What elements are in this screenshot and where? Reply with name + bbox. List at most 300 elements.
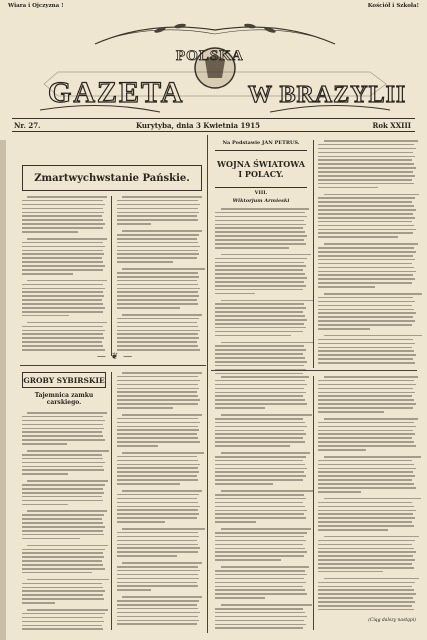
text-line (318, 232, 413, 234)
text-line (22, 504, 68, 506)
text-line (318, 187, 378, 189)
text-line (117, 540, 197, 542)
text-line (117, 620, 199, 622)
war-col-2 (318, 140, 416, 366)
text-line (117, 257, 197, 259)
text-line (318, 468, 416, 470)
text-line (22, 200, 103, 202)
text-line (117, 464, 200, 466)
text-line (318, 563, 412, 565)
text-line (318, 487, 416, 489)
text-line (215, 373, 303, 375)
text-line (22, 246, 105, 248)
text-line (215, 224, 306, 226)
text-line (215, 331, 303, 333)
text-line (22, 492, 104, 494)
text-line (318, 601, 415, 603)
text-line (215, 548, 305, 550)
text-line (215, 483, 273, 485)
text-line (117, 532, 198, 534)
text-line (117, 623, 197, 625)
text-line (215, 433, 306, 435)
text-line (22, 594, 103, 596)
text-line (117, 322, 197, 324)
text-line (22, 416, 103, 418)
text-line (22, 291, 103, 293)
text-line (318, 403, 416, 405)
text-line (117, 204, 200, 206)
text-line (215, 597, 265, 599)
text-line (117, 288, 200, 290)
text-line (318, 388, 413, 390)
text-line (318, 205, 414, 207)
text-line (318, 167, 416, 169)
text-line (318, 471, 413, 473)
text-line (22, 534, 104, 536)
text-line (117, 246, 200, 248)
text-line (117, 242, 198, 244)
text-line (22, 250, 103, 252)
text-line (324, 194, 419, 196)
text-line (117, 585, 198, 587)
text-line (22, 257, 102, 259)
text-line (215, 349, 306, 351)
text-line (215, 616, 307, 618)
text-line (215, 422, 305, 424)
text-line (117, 403, 198, 405)
text-line (215, 392, 306, 394)
text-line (324, 456, 421, 458)
text-line (221, 414, 312, 416)
text-line (221, 490, 313, 492)
text-line (318, 217, 415, 219)
text-line (318, 586, 412, 588)
text-line (117, 547, 200, 549)
text-line (117, 429, 199, 431)
continued-note: (Ciąg dalszy nastąpi) (368, 618, 416, 623)
text-line (215, 335, 291, 337)
text-line (22, 458, 103, 460)
text-line (117, 250, 198, 252)
text-line (215, 612, 305, 614)
text-line (215, 498, 306, 500)
text-line (318, 605, 412, 607)
text-line (122, 528, 205, 530)
text-line (22, 242, 103, 244)
war-chapter: VIII. (254, 190, 268, 196)
text-line (117, 223, 151, 225)
text-line (215, 220, 304, 222)
text-line (22, 231, 78, 233)
text-line (117, 578, 199, 580)
text-line (117, 395, 198, 397)
text-line (324, 140, 418, 142)
text-line (215, 437, 303, 439)
text-line (22, 625, 102, 627)
text-line (318, 358, 413, 360)
text-line (22, 315, 69, 317)
text-line (215, 510, 307, 512)
text-line (318, 475, 415, 477)
text-line (318, 354, 416, 356)
text-line (215, 608, 303, 610)
text-line (117, 407, 173, 409)
text-line (22, 341, 102, 343)
text-line (221, 528, 311, 530)
column-rule (313, 376, 314, 630)
text-line (215, 544, 303, 546)
text-line (27, 238, 107, 240)
text-line (318, 301, 415, 303)
text-line (215, 323, 304, 325)
text-line (318, 236, 398, 238)
rule-top (12, 118, 415, 119)
text-line (22, 454, 102, 456)
text-line (22, 552, 103, 554)
text-line (22, 518, 102, 520)
text-line (318, 449, 366, 451)
text-line (117, 555, 177, 557)
text-line (215, 357, 305, 359)
text-line (215, 540, 306, 542)
text-line (324, 418, 418, 420)
text-line (215, 502, 303, 504)
text-line (215, 239, 304, 241)
text-line (318, 159, 412, 161)
text-line (318, 324, 412, 326)
text-line (318, 571, 383, 573)
text-line (318, 551, 416, 553)
text-line (215, 303, 304, 305)
text-line (117, 426, 198, 428)
text-line (117, 295, 199, 297)
text-line (215, 311, 303, 313)
text-line (318, 152, 413, 154)
text-line (318, 491, 361, 493)
text-line (22, 628, 103, 630)
text-line (324, 243, 418, 245)
war-title-box (215, 150, 307, 188)
page-edge-left (0, 140, 6, 640)
text-line (215, 399, 305, 401)
war-title-2: I POLACY. (238, 169, 284, 179)
text-line (215, 365, 304, 367)
text-line (117, 509, 198, 511)
text-line (22, 345, 103, 347)
text-line (122, 314, 203, 316)
text-line (215, 559, 281, 561)
text-line (215, 227, 303, 229)
text-line (117, 212, 199, 214)
text-line (22, 443, 67, 445)
text-line (22, 556, 104, 558)
text-line (221, 566, 309, 568)
text-line (22, 621, 104, 623)
text-line (318, 175, 415, 177)
text-line (324, 376, 418, 378)
text-line (318, 255, 413, 257)
text-line (117, 208, 198, 210)
text-line (215, 517, 306, 519)
text-line (117, 303, 198, 305)
text-line (318, 433, 415, 435)
text-line (215, 593, 307, 595)
text-line (221, 452, 310, 454)
issue-number: Nr. 27. (14, 121, 41, 130)
column-rule (207, 135, 208, 633)
text-line (215, 445, 290, 447)
text-line (318, 350, 414, 352)
text-line (27, 196, 107, 198)
text-line (221, 604, 312, 606)
text-line (318, 540, 415, 542)
text-line (117, 284, 198, 286)
text-line (215, 464, 305, 466)
text-line (318, 392, 415, 394)
text-line (117, 475, 197, 477)
text-line (215, 269, 303, 271)
text-line (318, 609, 414, 611)
masthead (40, 16, 407, 118)
text-line (215, 247, 289, 249)
text-line (215, 536, 304, 538)
text-line (215, 277, 307, 279)
text-line (27, 609, 108, 611)
text-line (117, 471, 199, 473)
text-line (117, 494, 199, 496)
text-line (318, 513, 413, 515)
text-line (318, 267, 414, 269)
text-line (22, 337, 104, 339)
text-line (117, 467, 198, 469)
text-line (215, 460, 303, 462)
text-line (117, 349, 200, 351)
text-line (318, 229, 416, 231)
text-line (27, 412, 107, 414)
text-line (117, 291, 198, 293)
text-line (318, 328, 370, 330)
text-line (215, 293, 255, 295)
text-line (215, 574, 307, 576)
text-line (215, 319, 307, 321)
text-line (318, 209, 416, 211)
text-line (318, 278, 415, 280)
text-line (221, 208, 309, 210)
text-line (215, 627, 303, 629)
text-line (22, 583, 102, 585)
text-line (215, 532, 307, 534)
text-line (22, 526, 105, 528)
text-line (117, 200, 198, 202)
text-line (22, 265, 105, 267)
text-line (22, 466, 103, 468)
text-line (22, 273, 73, 275)
text-line (117, 517, 197, 519)
text-line (318, 221, 412, 223)
text-line (215, 353, 303, 355)
section-rule (20, 365, 206, 366)
text-line (318, 263, 412, 265)
text-line (215, 403, 307, 405)
text-line (318, 259, 415, 261)
war-col-1 (215, 208, 307, 377)
text-line (22, 330, 105, 332)
text-line (215, 521, 256, 523)
text-line (122, 596, 203, 598)
text-line (215, 258, 307, 260)
text-line (318, 430, 413, 432)
text-line (215, 624, 306, 626)
text-line (215, 589, 305, 591)
text-line (215, 555, 304, 557)
text-line (324, 293, 422, 295)
groby-title: GROBY SYBIRSKIE (23, 375, 105, 385)
text-line (117, 498, 197, 500)
text-line (117, 536, 199, 538)
text-line (318, 525, 414, 527)
text-line (318, 395, 412, 397)
text-line (117, 441, 200, 443)
text-line (215, 456, 306, 458)
text-line (318, 163, 414, 165)
text-line (318, 282, 412, 284)
text-line (117, 604, 197, 606)
text-line (318, 320, 415, 322)
text-line (22, 269, 103, 271)
text-line (318, 510, 416, 512)
text-line (215, 551, 307, 553)
war-title-1: WOJNA ŚWIATOWA (217, 159, 305, 169)
text-line (117, 506, 200, 508)
text-line (22, 587, 103, 589)
text-line (215, 388, 304, 390)
text-line (117, 521, 165, 523)
text-line (22, 530, 103, 532)
text-line (215, 265, 306, 267)
text-line (22, 598, 104, 600)
text-line (318, 464, 414, 466)
text-line (215, 582, 306, 584)
text-line (117, 326, 198, 328)
text-line (318, 251, 416, 253)
rule-bottom (12, 131, 415, 132)
text-line (122, 196, 202, 198)
text-line (318, 407, 413, 409)
text-line (318, 148, 416, 150)
text-line (22, 560, 102, 562)
text-line (215, 315, 305, 317)
text-line (324, 536, 419, 538)
text-line (27, 280, 107, 282)
text-line (22, 223, 105, 225)
text-line (22, 439, 105, 441)
dateline: Kurytyba, dnia 3 Kwietnia 1915 (136, 121, 260, 130)
text-line (117, 574, 198, 576)
text-line (318, 183, 414, 185)
text-line (27, 480, 108, 482)
text-line (22, 303, 103, 305)
text-line (318, 309, 414, 311)
text-line (22, 590, 105, 592)
text-line (318, 339, 413, 341)
column-rule (111, 372, 112, 630)
motto-left: Wiara i Ojczyzna ! (8, 3, 64, 9)
text-line (117, 337, 199, 339)
text-line (27, 545, 108, 547)
war-col-4 (318, 376, 416, 613)
text-line (318, 380, 414, 382)
text-line (318, 460, 412, 462)
text-line (122, 230, 203, 232)
text-line (22, 484, 105, 486)
text-line (318, 521, 412, 523)
text-line (117, 380, 200, 382)
text-line (215, 231, 305, 233)
motto-right: Kościół i Szkoła! (367, 3, 419, 9)
text-line (22, 326, 103, 328)
text-line (117, 418, 198, 420)
text-line (318, 506, 414, 508)
text-line (117, 280, 197, 282)
text-line (22, 204, 105, 206)
text-line (215, 380, 305, 382)
text-line (117, 437, 198, 439)
text-line (215, 273, 305, 275)
text-line (22, 564, 103, 566)
text-line (215, 570, 305, 572)
text-line (318, 589, 414, 591)
text-line (318, 144, 414, 146)
text-line (318, 179, 412, 181)
text-line (318, 247, 414, 249)
text-line (22, 311, 103, 313)
text-line (318, 445, 416, 447)
text-line (22, 424, 103, 426)
text-line (122, 490, 203, 492)
text-line (117, 582, 197, 584)
text-line (215, 243, 306, 245)
text-line (215, 430, 304, 432)
text-line (318, 197, 415, 199)
text-line (117, 215, 197, 217)
text-line (318, 156, 415, 158)
text-line (22, 295, 104, 297)
text-line (117, 376, 198, 378)
groby-title-box (22, 372, 106, 388)
text-line (27, 510, 108, 512)
text-line (215, 494, 304, 496)
text-line (215, 307, 306, 309)
text-line (318, 384, 416, 386)
text-line (215, 578, 304, 580)
text-line (324, 498, 421, 500)
text-line (22, 227, 103, 229)
text-line (117, 388, 199, 390)
war-subhead: Wiktorjum Armieski (232, 198, 290, 204)
text-line (215, 361, 307, 363)
text-line (318, 502, 412, 504)
text-line (22, 261, 103, 263)
text-line (318, 201, 412, 203)
text-line (117, 341, 197, 343)
text-line (122, 414, 202, 416)
text-line (22, 568, 105, 570)
text-line (22, 469, 104, 471)
text-line (117, 253, 199, 255)
text-line (22, 549, 105, 551)
text-line (318, 426, 416, 428)
war-col-3 (215, 376, 307, 631)
